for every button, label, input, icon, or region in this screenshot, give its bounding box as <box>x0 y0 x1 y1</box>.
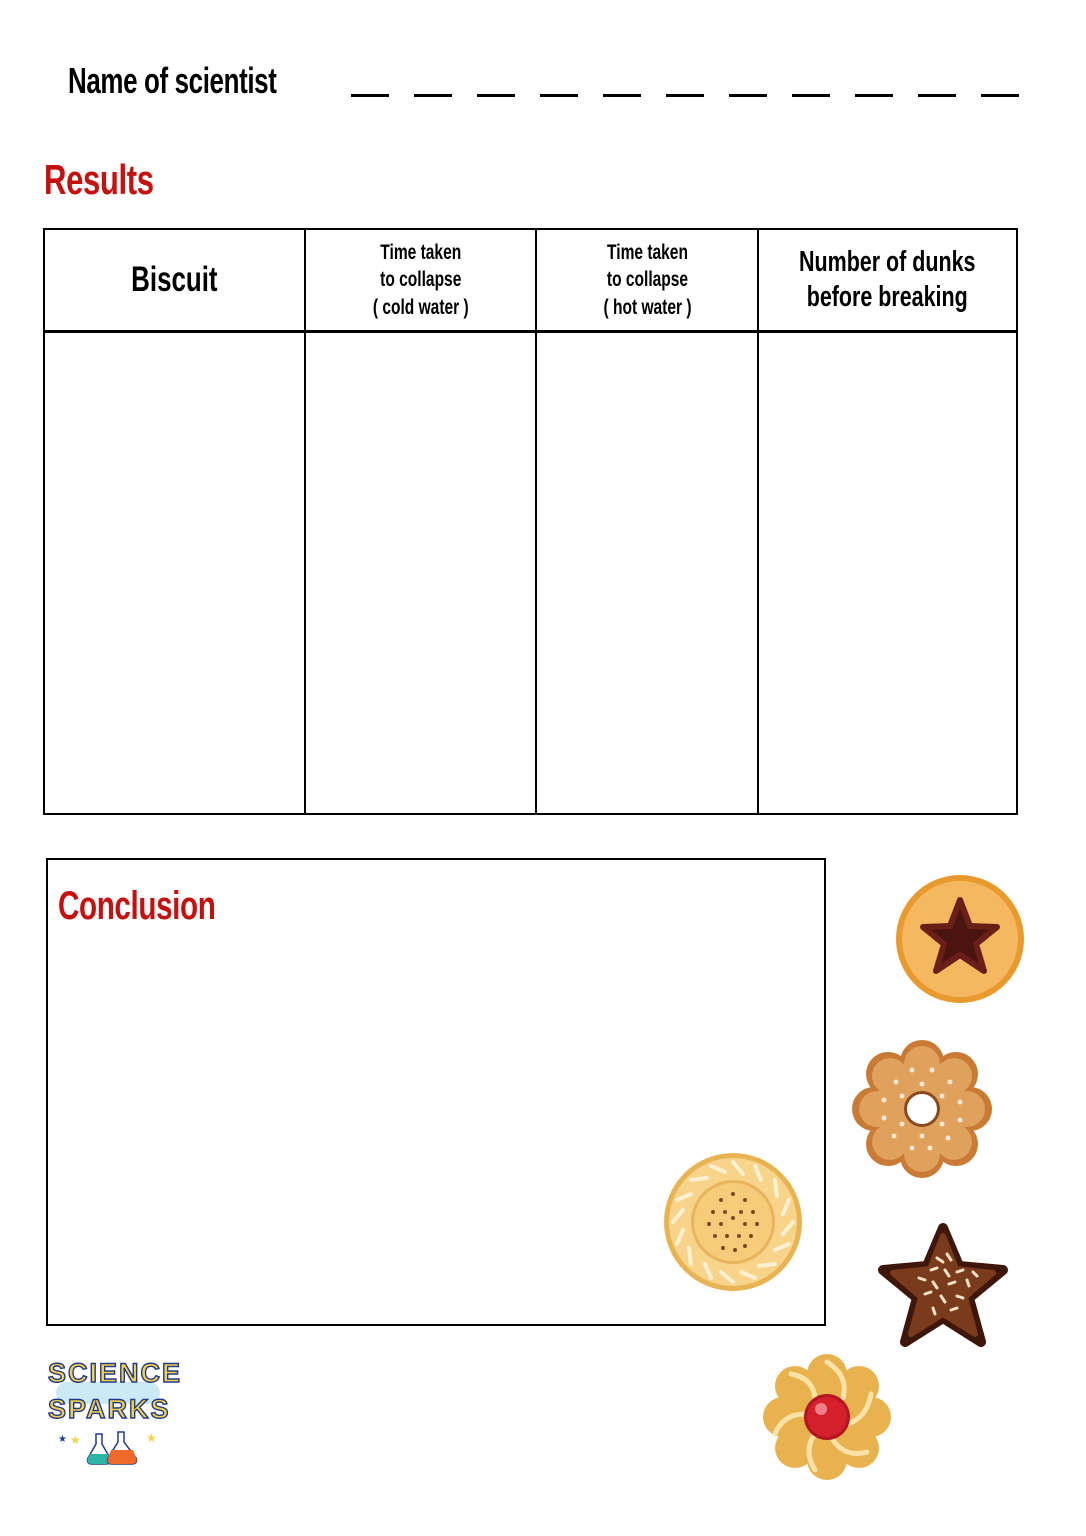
column-header-hot-water: Time taken to collapse ( hot water ) <box>602 241 692 319</box>
svg-text:★: ★ <box>146 1431 157 1445</box>
conclusion-heading: Conclusion <box>58 884 216 928</box>
column-header-dunks: Number of dunks before breaking <box>799 246 976 313</box>
results-table <box>43 228 1018 815</box>
blank-dash <box>981 94 1019 97</box>
name-of-scientist-row <box>68 60 1028 106</box>
name-blank-field[interactable] <box>351 94 1021 97</box>
blank-dash <box>918 94 956 97</box>
name-label: Name of scientist <box>68 60 277 101</box>
blank-dash <box>666 94 704 97</box>
blank-dash <box>729 94 767 97</box>
blank-dash <box>855 94 893 97</box>
chocolate-star-sprinkle-biscuit-icon <box>875 1222 1011 1350</box>
blank-dash <box>477 94 515 97</box>
cell-cold-water-time[interactable] <box>306 333 535 813</box>
blank-dash <box>540 94 578 97</box>
cell-dunk-count[interactable] <box>759 333 1016 813</box>
blank-dash <box>603 94 641 97</box>
cell-biscuit[interactable] <box>45 333 304 813</box>
logo-line-1: SCIENCE <box>48 1358 183 1388</box>
svg-text:★: ★ <box>58 1434 67 1445</box>
blank-dash <box>414 94 452 97</box>
swirl-cherry-biscuit-icon <box>763 1354 891 1480</box>
blank-dash <box>792 94 830 97</box>
flower-ring-biscuit-icon <box>852 1040 992 1178</box>
round-patterned-biscuit-icon <box>663 1152 803 1292</box>
blank-dash <box>351 94 389 97</box>
results-heading: Results <box>44 156 154 203</box>
jam-star-biscuit-icon <box>893 872 1027 1006</box>
cell-hot-water-time[interactable] <box>537 333 757 813</box>
science-sparks-logo <box>48 1356 183 1468</box>
column-header-biscuit: Biscuit <box>131 260 218 299</box>
column-header-cold-water: Time taken to collapse ( cold water ) <box>372 241 469 319</box>
flask-icon <box>54 1428 164 1468</box>
svg-text:★: ★ <box>70 1433 81 1447</box>
logo-line-2: SPARKS <box>48 1394 171 1424</box>
